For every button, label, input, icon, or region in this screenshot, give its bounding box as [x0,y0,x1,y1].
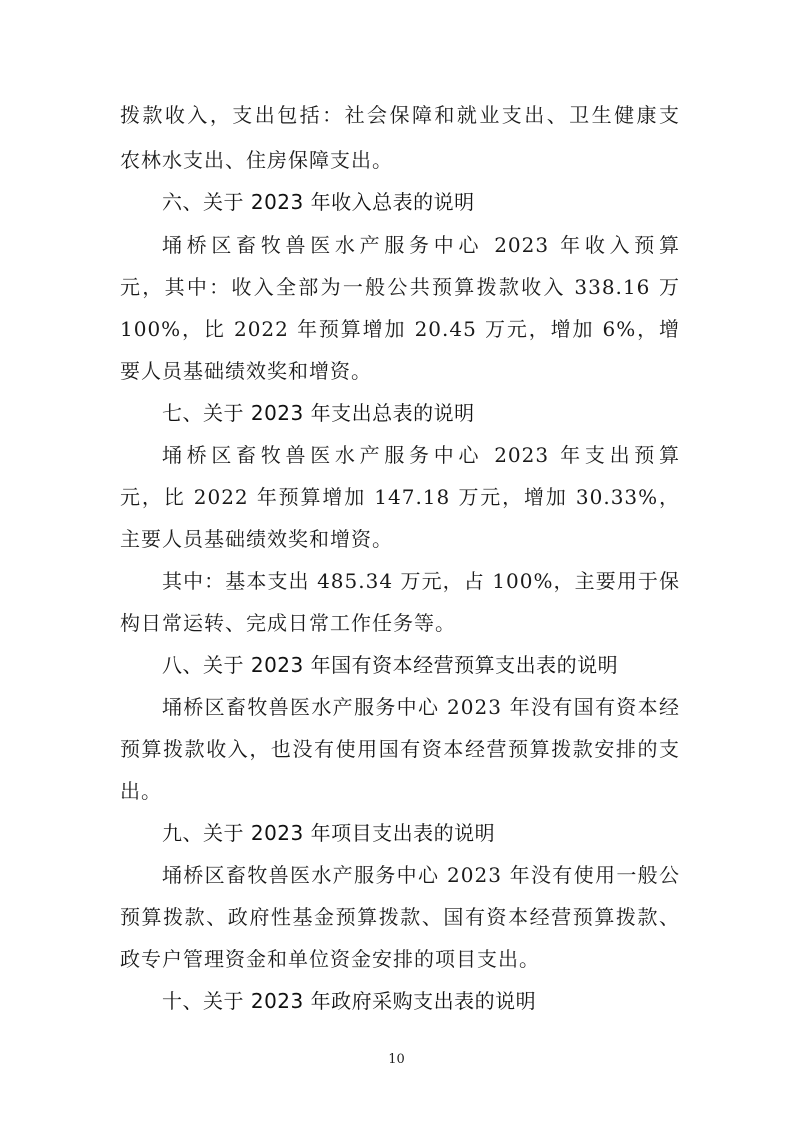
paragraph-line: 埇桥区畜牧兽医水产服务中心 2023 年没有国有资本经 [162,695,680,719]
paragraph-line: 埇桥区畜牧兽医水产服务中心 2023 年收入预算 [162,233,680,257]
paragraph-line: 元，比 2022 年预算增加 147.18 万元，增加 30.33%， [120,485,680,509]
paragraph-line: 100%，比 2022 年预算增加 20.45 万元，增加 6%，增 [120,317,680,341]
paragraph-line: 构日常运转、完成日常工作任务等。 [120,611,456,635]
paragraph-line: 预算拨款、政府性基金预算拨款、国有资本经营预算拨款、 [120,905,680,929]
paragraph-line: 埇桥区畜牧兽医水产服务中心 2023 年没有使用一般公 [162,863,680,887]
page-number: 10 [388,1052,405,1067]
section-heading-7: 七、关于 2023 年支出总表的说明 [162,401,475,425]
paragraph-line: 要人员基础绩效奖和增资。 [120,359,372,383]
paragraph-line: 元，其中：收入全部为一般公共预算拨款收入 338.16 万 [120,275,680,299]
paragraph-line: 预算拨款收入，也没有使用国有资本经营预算拨款安排的支 [120,737,680,761]
paragraph-line: 政专户管理资金和单位资金安排的项目支出。 [120,947,540,971]
paragraph-line: 主要人员基础绩效奖和增资。 [120,527,393,551]
paragraph-line: 出。 [120,779,162,803]
section-heading-9: 九、关于 2023 年项目支出表的说明 [162,821,496,845]
paragraph-line: 埇桥区畜牧兽医水产服务中心 2023 年支出预算 [162,443,680,467]
section-heading-6: 六、关于 2023 年收入总表的说明 [162,190,475,214]
paragraph-line: 其中：基本支出 485.34 万元，占 100%，主要用于保 [162,569,680,593]
section-heading-10: 十、关于 2023 年政府采购支出表的说明 [162,989,537,1013]
section-heading-8: 八、关于 2023 年国有资本经营预算支出表的说明 [162,653,619,677]
paragraph-line: 拨款收入，支出包括：社会保障和就业支出、卫生健康支 [120,103,680,127]
paragraph-line: 农林水支出、住房保障支出。 [120,148,393,172]
